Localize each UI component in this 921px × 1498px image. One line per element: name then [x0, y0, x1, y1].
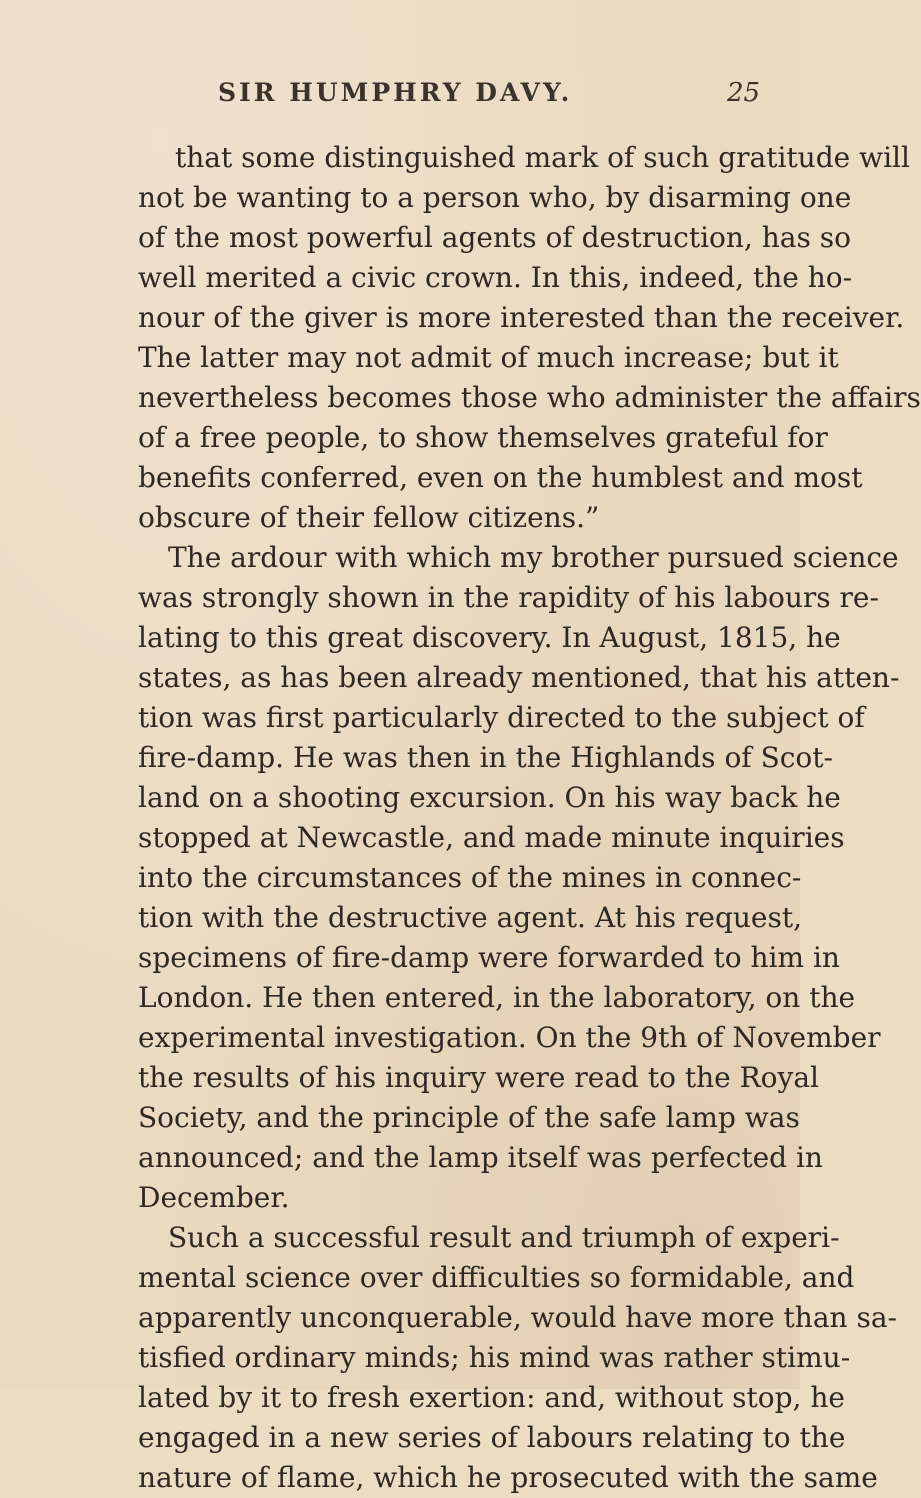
text-line: lating to this great discovery. In August, 1815, he: [138, 621, 841, 654]
text-line: stopped at Newcastle, and made minute inquiries: [138, 821, 845, 854]
text-line: mental science over difficulties so formidable, and: [138, 1261, 855, 1294]
text-line: tisfied ordinary minds; his mind was rather stimu-: [138, 1341, 851, 1374]
text-line: that some distinguished mark of such gratitude will: [175, 141, 910, 174]
text-line: of the most powerful agents of destruction, has so: [138, 221, 851, 254]
text-line: obscure of their fellow citizens.”: [138, 501, 600, 534]
text-line: not be wanting to a person who, by disarming one: [138, 181, 852, 214]
text-line: The ardour with which my brother pursued science: [168, 541, 899, 574]
text-line: Society, and the principle of the safe lamp was: [138, 1101, 800, 1134]
text-line: specimens of fire-damp were forwarded to him in: [138, 941, 840, 974]
text-line: December.: [138, 1181, 290, 1214]
page-number: 25: [727, 78, 761, 108]
text-line: nevertheless becomes those who administer the affairs: [138, 381, 921, 414]
text-line: states, as has been already mentioned, that his atten-: [138, 661, 900, 694]
text-line: land on a shooting excursion. On his way back he: [138, 781, 841, 814]
text-line: nature of flame, which he prosecuted with the same: [138, 1461, 878, 1494]
text-line: nour of the giver is more interested than the receiver.: [138, 301, 905, 334]
text-line: London. He then entered, in the laboratory, on the: [138, 981, 856, 1014]
text-line: well merited a civic crown. In this, indeed, the ho-: [138, 261, 853, 294]
text-line: into the circumstances of the mines in connec-: [138, 861, 802, 894]
text-line: engaged in a new series of labours relating to the: [138, 1421, 846, 1454]
text-line: was strongly shown in the rapidity of his labours re-: [138, 581, 879, 614]
text-line: announced; and the lamp itself was perfected in: [138, 1141, 823, 1174]
text-line: apparently unconquerable, would have more than sa-: [138, 1301, 897, 1334]
text-line: experimental investigation. On the 9th of November: [138, 1021, 881, 1054]
text-line: the results of his inquiry were read to the Royal: [138, 1061, 820, 1094]
running-title: SIR HUMPHRY DAVY.: [218, 78, 573, 107]
text-line: The latter may not admit of much increase; but it: [138, 341, 839, 374]
text-line: tion with the destructive agent. At his request,: [138, 901, 802, 934]
text-line: of a free people, to show themselves grateful for: [138, 421, 828, 454]
running-head: [0, 78, 800, 118]
text-line: benefits conferred, even on the humblest and most: [138, 461, 863, 494]
text-line: lated by it to fresh exertion: and, without stop, he: [138, 1381, 845, 1414]
text-line: tion was first particularly directed to the subject of: [138, 701, 865, 734]
text-line: fire-damp. He was then in the Highlands of Scot-: [138, 741, 833, 774]
text-line: Such a successful result and triumph of experi-: [168, 1221, 840, 1254]
